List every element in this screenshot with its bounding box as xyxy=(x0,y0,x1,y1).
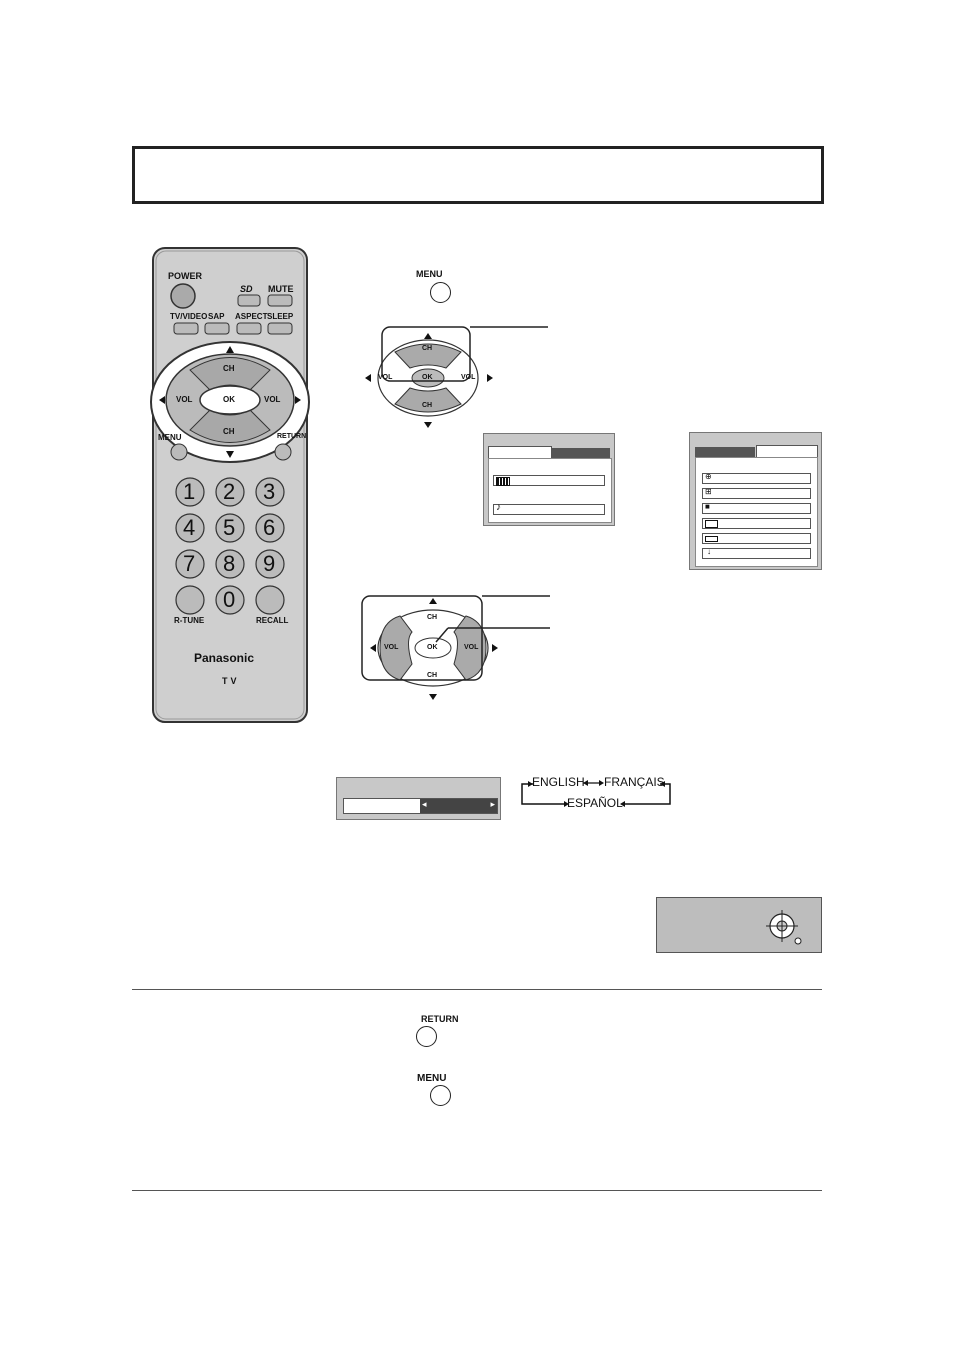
digit-1[interactable]: 1 xyxy=(183,479,196,504)
digit-8[interactable]: 8 xyxy=(223,551,236,576)
remote-control xyxy=(150,245,310,725)
setup-row-1[interactable] xyxy=(702,473,811,484)
sd-label: SD xyxy=(240,284,253,294)
setup-row-5[interactable] xyxy=(702,533,811,544)
setup-row-6[interactable] xyxy=(702,548,811,559)
cc-icon xyxy=(705,520,718,528)
setup-row-3[interactable] xyxy=(702,503,811,514)
step1-menu-label: MENU xyxy=(416,269,443,279)
direction-pad-icon xyxy=(764,906,804,946)
sleep-label: SLEEP xyxy=(267,312,294,321)
timer-icon: ⊕ xyxy=(705,472,712,481)
page-title-box xyxy=(132,146,824,204)
vol-right-label: VOL xyxy=(264,395,281,404)
divider-top xyxy=(132,989,822,990)
pad-upper-vol-right: VOL xyxy=(461,374,476,381)
left-arrow-icon: ◂ xyxy=(422,799,427,809)
digit-2[interactable]: 2 xyxy=(223,479,236,504)
return-label: RETURN xyxy=(277,433,307,440)
aspect-label: ASPECT xyxy=(235,312,268,321)
digit-6[interactable]: 6 xyxy=(263,515,276,540)
bottom-menu-label: MENU xyxy=(417,1073,447,1084)
power-label: POWER xyxy=(168,271,203,281)
digit-4[interactable]: 4 xyxy=(183,515,196,540)
ch-down-label: CH xyxy=(223,427,235,436)
ch-up-label: CH xyxy=(223,364,235,373)
vol-left-label: VOL xyxy=(176,395,193,404)
mute-label: MUTE xyxy=(268,284,294,294)
right-arrow-icon: ▸ xyxy=(490,799,495,809)
step1-menu-button[interactable] xyxy=(430,282,451,303)
menu-label: MENU xyxy=(158,433,182,442)
program-icon: ⊞ xyxy=(705,487,712,496)
language-selector-screen xyxy=(336,777,501,820)
pad-lower-ch-bottom: CH xyxy=(427,672,438,679)
setup-row-2[interactable] xyxy=(702,488,811,499)
setup-row-4[interactable] xyxy=(702,518,811,529)
divider-bottom xyxy=(132,1190,822,1191)
rtune-label: R-TUNE xyxy=(174,616,205,625)
pad-upper-ch-top: CH xyxy=(422,345,433,352)
direction-pad-upper xyxy=(360,322,550,432)
pad-lower-ch-top: CH xyxy=(427,614,438,621)
pad-upper-ch-bottom: CH xyxy=(422,402,433,409)
bottom-return-label: RETURN xyxy=(421,1014,459,1024)
menu-tab-inactive xyxy=(552,448,610,458)
language-francais: FRANÇAIS xyxy=(604,775,665,789)
tv-label: TV xyxy=(222,676,240,686)
sap-label: SAP xyxy=(208,312,225,321)
pad-lower-ok: OK xyxy=(427,644,438,651)
language-cycle-diagram xyxy=(519,774,674,814)
language-selector-value xyxy=(420,799,497,813)
digit-7[interactable]: 7 xyxy=(183,551,196,576)
language-selector-field[interactable] xyxy=(343,798,498,814)
other-adjust-icon xyxy=(705,536,718,542)
brand-logo: Panasonic xyxy=(194,651,255,665)
pad-lower-vol-left: VOL xyxy=(384,644,399,651)
language-english: ENGLISH xyxy=(532,775,585,789)
pad-upper-ok: OK xyxy=(422,374,433,381)
language-espanol: ESPAÑOL xyxy=(567,796,623,810)
menu-row-audio[interactable] xyxy=(493,504,605,515)
lock-icon: ■ xyxy=(705,502,710,511)
setup-tab-inactive xyxy=(695,447,755,457)
digit-5[interactable]: 5 xyxy=(223,515,236,540)
bottom-return-button[interactable] xyxy=(416,1026,437,1047)
tvvideo-label: TV/VIDEO xyxy=(170,312,208,321)
recall-label: RECALL xyxy=(256,616,289,625)
setup-arrow-icon: ↓ xyxy=(707,547,711,556)
ok-label: OK xyxy=(223,395,235,404)
music-note-icon: ♪ xyxy=(496,502,501,513)
digit-9[interactable]: 9 xyxy=(263,551,276,576)
hint-box xyxy=(656,897,822,953)
picture-icon xyxy=(496,477,510,486)
pad-upper-vol-left: VOL xyxy=(378,374,393,381)
menu-row-picture[interactable] xyxy=(493,475,605,486)
menu-screen-setup xyxy=(689,432,822,570)
direction-pad-lower xyxy=(360,592,555,704)
digit-3[interactable]: 3 xyxy=(263,479,276,504)
menu-screen-picture xyxy=(483,433,615,526)
digit-0[interactable]: 0 xyxy=(223,587,236,612)
pad-lower-vol-right: VOL xyxy=(464,644,479,651)
bottom-menu-button[interactable] xyxy=(430,1085,451,1106)
